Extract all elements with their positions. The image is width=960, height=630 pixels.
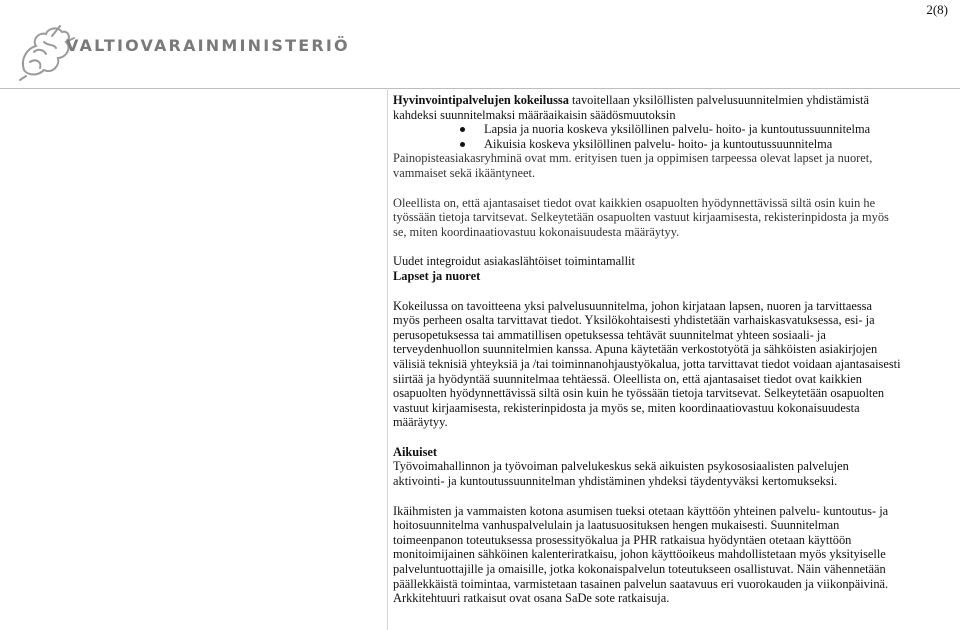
- margin-divider: [387, 88, 388, 630]
- list-item: Lapsia ja nuoria koskeva yksilöllinen palvelu- hoito- ja kuntoutussuunnitelma: [393, 122, 933, 137]
- list-item: Aikuisia koskeva yksilöllinen palvelu- hoito- ja kuntoutussuunnitelma: [393, 137, 933, 152]
- bullet-icon: [460, 142, 465, 147]
- intro-line-2: kahdeksi suunnitelmaksi määräaikaisin säädösmuutoksin: [393, 107, 676, 122]
- paragraph3-line: terveydenhuollon suunnitelmien kanssa. Apuna käytetään verkostotyötä ja sähköisten asiakirjojen: [393, 342, 878, 357]
- plan-bullet-list: [393, 122, 933, 151]
- paragraph3-line: määräytyy.: [393, 415, 448, 430]
- intro-line-1-rest: tavoitellaan yksilöllisten palvelusuunnitelmien yhdistämistä: [568, 93, 870, 107]
- paragraph2-line: työssään tietoja tarvitsevat. Selkeytetään osapuolten vastuut kirjaamisesta, rekisterinpidosta ja myös: [393, 210, 889, 225]
- intro-line-1: [393, 93, 933, 108]
- document-body: [393, 93, 933, 606]
- paragraph5-line: monitoimijainen sähköinen kalenteriratkaisu, johon käyttöoikeus mahdollistetaan myös yksityiselle: [393, 547, 886, 562]
- header-divider: [0, 88, 960, 89]
- paragraph5-line: palveluntuottajille ja omaisille, jotka kokonaispalvelun toteutukseen osallistuvat. Näin vähennetään: [393, 562, 886, 577]
- paragraph5-line: Arkkitehtuuri ratkaisut ovat osana SaDe sote ratkaisuja.: [393, 591, 670, 606]
- paragraph3-line: vastuut kirjaamisesta, rekisterinpidosta ja myös se, miten koordinaatiovastuu kokonaisuudesta: [393, 400, 860, 415]
- bullet-icon: [460, 127, 465, 132]
- paragraph2-line: se, miten koordinaatiovastuu kokonaisuudesta määräytyy.: [393, 224, 680, 239]
- section-subtitle-children: Lapset ja nuoret: [393, 268, 481, 283]
- adults-line: aktivointi- ja kuntoutussuunnitelman yhdistäminen yhdeksi täydentyväksi kertomukseksi.: [393, 474, 838, 489]
- adults-line: Työvoimahallinnon ja työvoiman palvelukeskus sekä aikuisten psykososiaalisten palvelujen: [393, 459, 849, 474]
- paragraph3-line: osapuolten hyödynnettävissä siltä osin kuin he työssään tietoja tarvitsevat. Selkeytetään osapuolten: [393, 386, 885, 401]
- paragraph5-line: päällekkäistä toimintaa, varmistetaan tasainen palvelun saatavuus eri vuorokauden ja viikonpäivinä.: [393, 576, 889, 591]
- ministry-name: VALTIOVARAINMINISTERIÖ: [66, 36, 350, 55]
- paragraph3-line: Kokeilussa on tavoitteena yksi palvelusuunnitelma, johon kirjataan lapsen, nuoren ja tarvittaessa: [393, 298, 872, 313]
- page-number: 2(8): [926, 2, 948, 17]
- paragraph3-line: siirtää ja hyödyntää suunnitelmaa tehtäessä. Oleellista on, että ajantasaiset tiedot ovat kaikkien: [393, 371, 862, 386]
- paragraph3-line: myös perheen osalta tarvittavat tiedot. Yksilökohtaisesti yhdistetään varhaiskasvatuksessa, esi- ja: [393, 313, 875, 328]
- paragraph5-line: toimeenpanon toteutuksessa prosessityökalua ja PHR ratkaisua hyödyntäen otetaan käyttöön: [393, 532, 852, 547]
- adults-heading: Aikuiset: [393, 444, 438, 459]
- paragraph3-line: perusopetuksessa tai ammatillisen opetuksessa tehtävät suunnitelmat yhteen sosiaali- ja: [393, 327, 826, 342]
- paragraph5-line: hoitosuunnitelma vanhuspalvelulain ja laatusuosituksen hengen mukaisesti. Suunnitelman: [393, 518, 840, 533]
- intro-after-line-1: Painopisteasiakasryhminä ovat mm. erityisen tuen ja oppimisen tarpeessa olevat lapset ja nuoret,: [393, 151, 873, 166]
- paragraph3-line: välisiä teknisiä yhteyksiä ja /tai toiminnanohjaustyökalua, jotta tarvittavat tiedot voidaan ajantasaisesti: [393, 356, 901, 371]
- paragraph5-line: Ikäihmisten ja vammaisten kotona asumisen tueksi otetaan käyttöön yhteinen palvelu- kuntoutus- ja: [393, 503, 889, 518]
- intro-after-line-2: vammaiset sekä ikääntyneet.: [393, 165, 536, 180]
- paragraph2-line: Oleellista on, että ajantasaiset tiedot ovat kaikkien osapuolten hyödynnettävissä siltä osin kuin he: [393, 195, 876, 210]
- intro-bold-lead: Hyvinvointipalvelujen kokeilussa: [393, 93, 569, 107]
- section-title: Uudet integroidut asiakaslähtöiset toimintamallit: [393, 254, 635, 269]
